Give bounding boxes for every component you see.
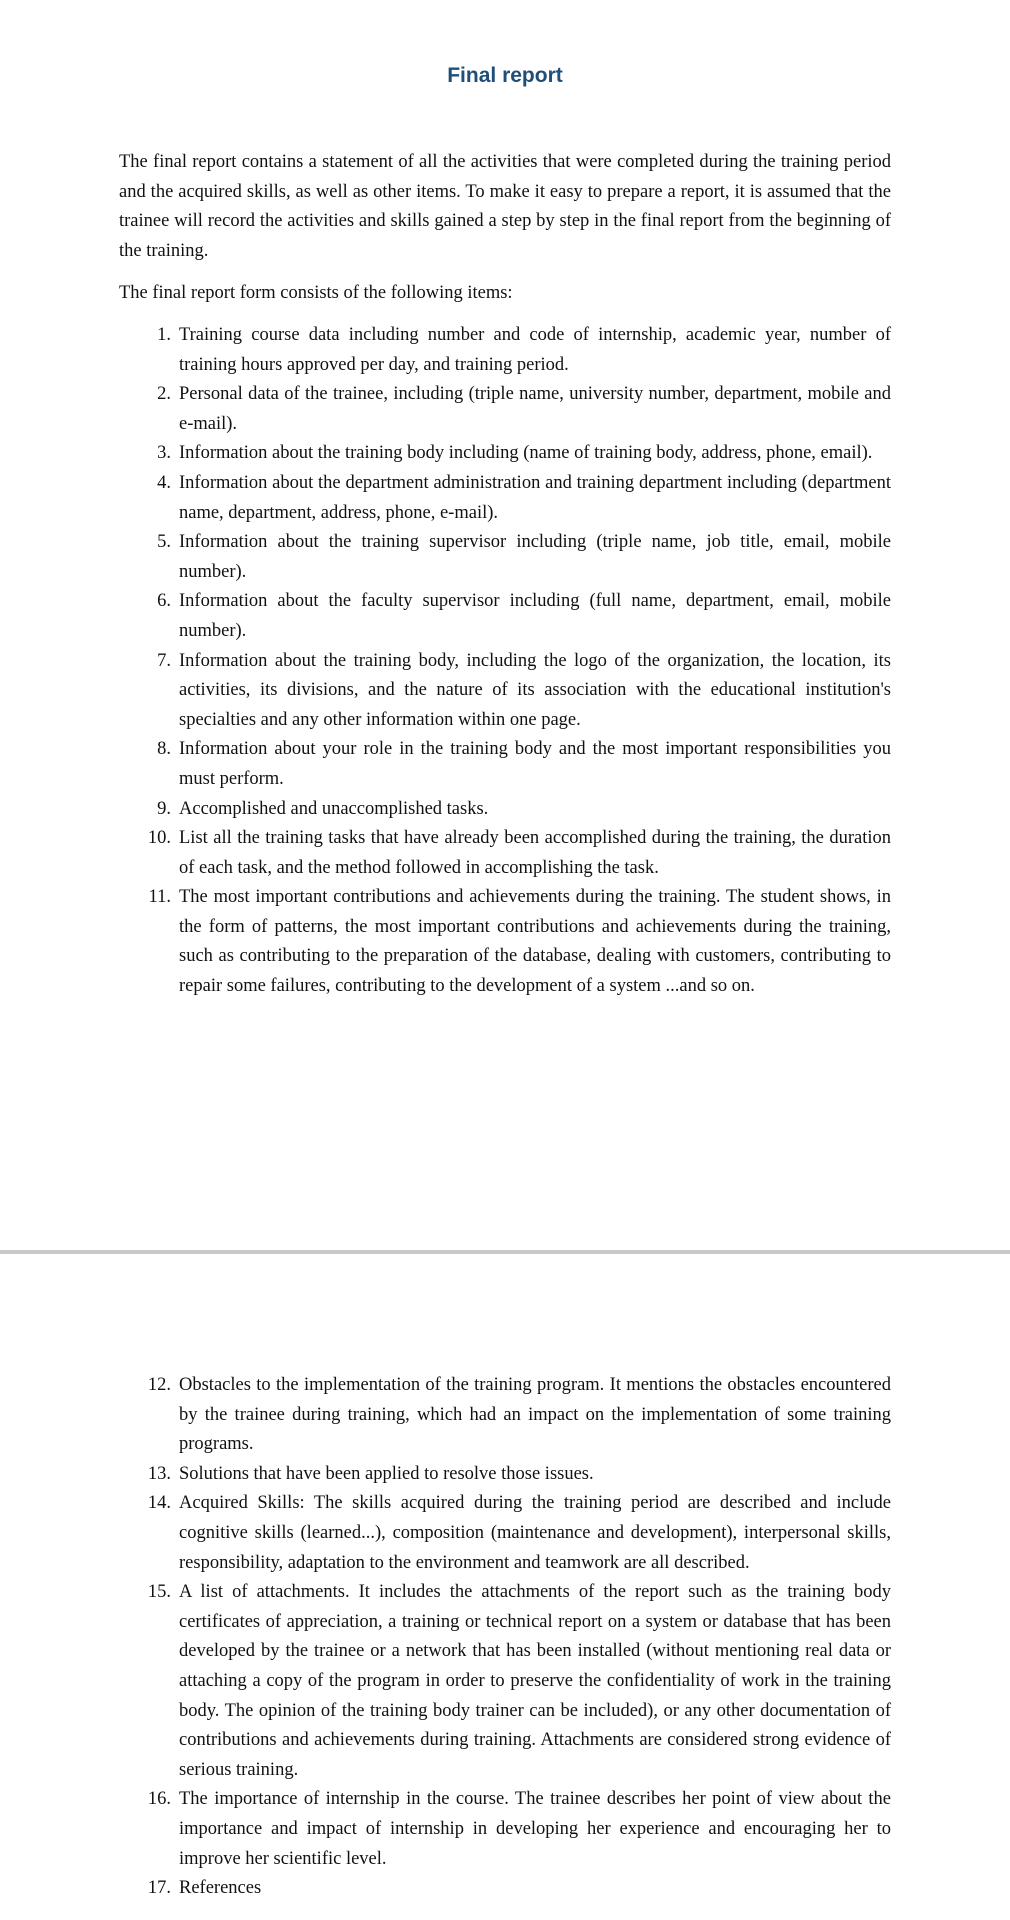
item-number: 13. xyxy=(147,1463,171,1484)
item-number: 5. xyxy=(157,532,171,553)
list-item xyxy=(119,1489,891,1578)
item-text: List all the training tasks that have already been accomplished during the training, the duration of each task, and the method followed in accomplishing the task. xyxy=(179,828,891,878)
list-item xyxy=(119,321,891,380)
item-text: Information about the training supervisor including (triple name, job title, email, mobile number). xyxy=(179,532,891,582)
intro-paragraph: The final report contains a statement of all the activities that were completed during the training period and the acquired skills, as well as other items. To make it easy to prepare a report, it is assumed that the trainee will record the activities and skills gained a step by step in the final report from the beginning of the training. xyxy=(119,152,891,261)
item-number: 12. xyxy=(147,1375,171,1395)
item-text: A list of attachments. It includes the attachments of the report such as the training body certificates of appreciation, a training or technical report on a system or database that has been developed by the trainee or a network that has been installed (without mentioning real data or attaching a copy of the program in order to preserve the confidentiality of work in the training body. The opinion of the training body trainer can be included), or any other documentation of contributions and achievements during training. Attachments are considered strong evidence of serious training. xyxy=(179,1582,891,1780)
item-number: 6. xyxy=(157,591,171,612)
item-number: 14. xyxy=(147,1493,171,1514)
item-text: Personal data of the trainee, including (triple name, university number, department, mobile and e-mail). xyxy=(179,384,891,434)
item-number: 9. xyxy=(157,798,171,819)
item-text: Information about the training body including (name of training body, address, phone, email). xyxy=(179,443,873,464)
item-number: 4. xyxy=(157,472,171,493)
list-item xyxy=(119,1371,891,1460)
item-text: Acquired Skills: The skills acquired during the training period are described and include cognitive skills (learned...), composition (maintenance and development), interpersonal skills, responsibility, adaptation to the environment and teamwork are all described. xyxy=(179,1493,891,1573)
item-text: Obstacles to the implementation of the training program. It mentions the obstacles encountered by the trainee during training, which had an impact on the implementation of some training programs. xyxy=(179,1375,891,1455)
item-number: 17. xyxy=(147,1878,171,1899)
list-item xyxy=(119,883,891,1001)
item-text: The importance of internship in the course. The trainee describes her point of view about the importance and impact of internship in developing her experience and encouraging her to improve her scientific level. xyxy=(179,1789,891,1869)
item-number: 1. xyxy=(157,325,171,345)
item-text: Solutions that have been applied to resolve those issues. xyxy=(179,1463,594,1484)
item-text: Information about your role in the training body and the most important responsibilities you must perform. xyxy=(179,739,891,789)
item-number: 8. xyxy=(157,739,171,760)
list-item xyxy=(119,587,891,646)
item-number: 3. xyxy=(157,443,171,464)
item-text: The most important contributions and achievements during the training. The student shows, in the form of patterns, the most important contributions and achievements during the training, such as contributing to the preparation of the database, dealing with customers, contributing to repair some failures, contributing to the development of a system ...and so on. xyxy=(179,887,891,997)
list-item xyxy=(119,1578,891,1785)
item-number: 2. xyxy=(157,384,171,405)
item-number: 15. xyxy=(147,1582,171,1603)
list-item xyxy=(119,647,891,736)
item-text: Training course data including number and code of internship, academic year, number of training hours approved per day, and training period. xyxy=(179,325,891,375)
item-number: 11. xyxy=(148,887,171,908)
list-item xyxy=(119,469,891,528)
items-lead-text: The final report form consists of the following items: xyxy=(119,283,513,303)
item-text: References xyxy=(179,1878,262,1899)
item-number: 16. xyxy=(147,1789,171,1810)
list-item xyxy=(119,735,891,794)
report-items-list-continued xyxy=(119,1371,891,1904)
list-item xyxy=(119,824,891,883)
item-text: Accomplished and unaccomplished tasks. xyxy=(179,798,489,819)
list-item xyxy=(119,380,891,439)
item-text: Information about the faculty supervisor including (full name, department, email, mobile number). xyxy=(179,591,891,641)
list-item xyxy=(119,528,891,587)
list-item xyxy=(119,1460,891,1490)
report-items-list xyxy=(119,321,891,1002)
list-item xyxy=(119,1785,891,1874)
item-text: Information about the training body, including the logo of the organization, the location, its activities, its divisions, and the nature of its association with the educational institution's specialties and any other information within one page. xyxy=(179,650,891,730)
list-item xyxy=(119,439,891,469)
list-item xyxy=(119,1874,891,1904)
item-number: 10. xyxy=(147,828,171,849)
item-number: 7. xyxy=(157,650,171,671)
document-title: Final report xyxy=(447,64,563,87)
item-text: Information about the department administration and training department including (department name, department, address, phone, e-mail). xyxy=(179,472,891,523)
list-item xyxy=(119,795,891,825)
